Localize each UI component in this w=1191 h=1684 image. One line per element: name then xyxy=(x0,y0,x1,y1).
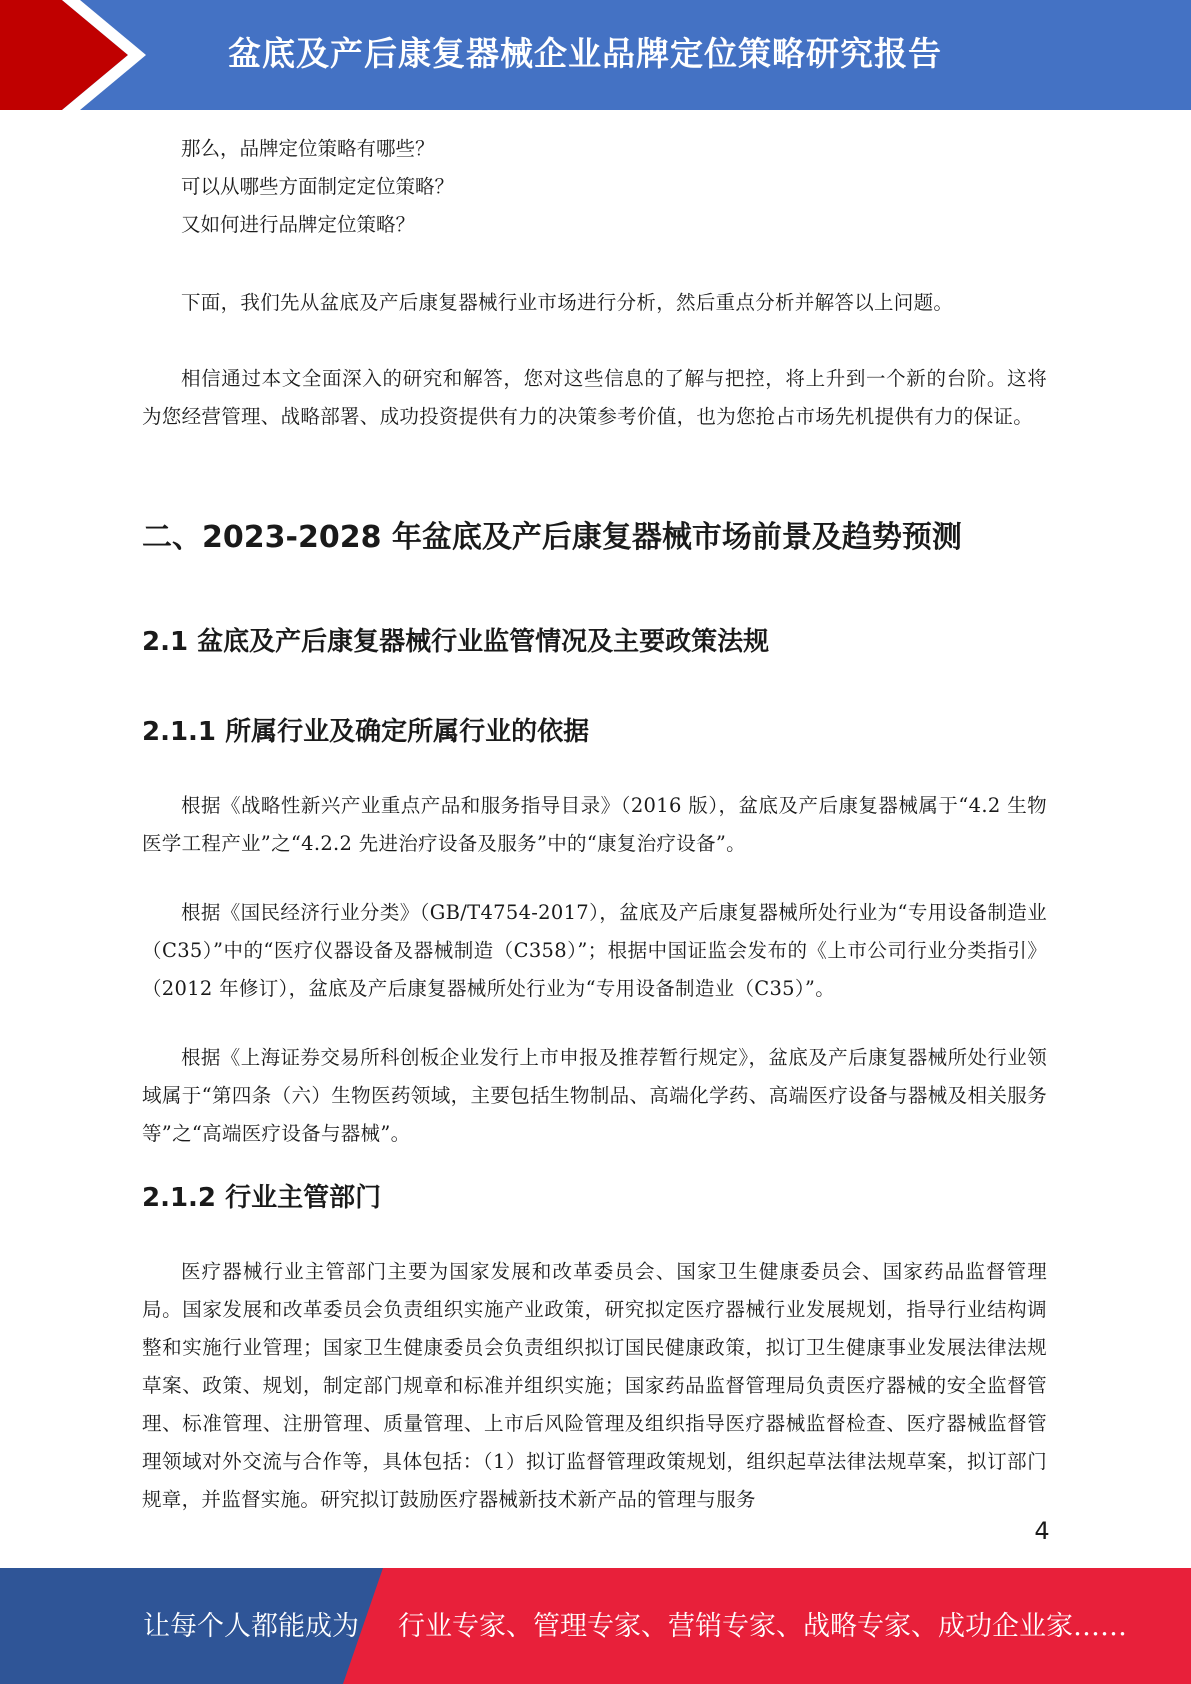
paragraph-2-1-1-c xyxy=(142,1039,1047,1153)
intro-paragraph-1 xyxy=(142,284,1047,322)
subsection-heading-2-1-2: 2.1.2 行业主管部门 xyxy=(142,1183,382,1213)
section-heading: 二、2023-2028 年盆底及产后康复器械市场前景及趋势预测 xyxy=(142,520,962,555)
question-line: 又如何进行品牌定位策略？ xyxy=(181,213,416,236)
subsection-heading-2-1: 2.1 盆底及产后康复器械行业监管情况及主要政策法规 xyxy=(142,627,770,657)
question-line: 那么，品牌定位策略有哪些？ xyxy=(181,137,435,160)
paragraph: 根据《国民经济行业分类》（GB/T4754-2017），盆底及产后康复器械所处行业为“专用设备制造业（C35）”中的“医疗仪器设备及器械制造（C358）”；根据中国证监会发布的《上市公司行业分类指引》（2012 年修订），盆底及产后康复器械所处行业为“专用设备制造业（C35）”。 xyxy=(142,901,1047,1000)
paragraph-2-1-2 xyxy=(142,1253,1047,1519)
question-line: 可以从哪些方面制定定位策略？ xyxy=(181,175,455,198)
page-number: 4 xyxy=(1034,1517,1050,1545)
paragraph: 相信通过本文全面深入的研究和解答，您对这些信息的了解与把控，将上升到一个新的台阶。这将为您经营管理、战略部署、成功投资提供有力的决策参考价值，也为您抢占市场先机提供有力的保证。 xyxy=(142,367,1047,428)
paragraph-2-1-1-b xyxy=(142,894,1047,1008)
intro-section xyxy=(142,130,1047,244)
paragraph: 下面，我们先从盆底及产后康复器械行业市场进行分析，然后重点分析并解答以上问题。 xyxy=(181,291,954,314)
paragraph: 医疗器械行业主管部门主要为国家发展和改革委员会、国家卫生健康委员会、国家药品监督管理局。国家发展和改革委员会负责组织实施产业政策，研究拟定医疗器械行业发展规划，指导行业结构调整和实施行业管理；国家卫生健康委员会负责组织拟订国民健康政策，拟订卫生健康事业发展法律法规草案、政策、规划，制定部门规章和标准并组织实施；国家药品监督管理局负责医疗器械的安全监督管理、标准管理、注册管理、质量管理、上市后风险管理及组织指导医疗器械监督检查、医疗器械监督管理领域对外交流与合作等，具体包括：（1）拟订监督管理政策规划，组织起草法律法规草案，拟订部门规章，并监督实施。研究拟订鼓励医疗器械新技术新产品的管理与服务 xyxy=(142,1260,1047,1511)
paragraph-2-1-1-a xyxy=(142,787,1047,863)
footer-banner xyxy=(0,1568,1191,1684)
footer-slogan-right: 行业专家、管理专家、营销专家、战略专家、成功企业家…… xyxy=(398,1611,1127,1642)
paragraph: 根据《战略性新兴产业重点产品和服务指导目录》（2016 版），盆底及产后康复器械属于“4.2 生物医学工程产业”之“4.2.2 先进治疗设备及服务”中的“康复治疗设备”。 xyxy=(142,794,1047,855)
intro-paragraph-2 xyxy=(142,360,1047,436)
header-banner xyxy=(0,0,1191,110)
paragraph: 根据《上海证券交易所科创板企业发行上市申报及推荐暂行规定》，盆底及产后康复器械所处行业领域属于“第四条（六）生物医药领域，主要包括生物制品、高端化学药、高端医疗设备与器械及相关服务等”之“高端医疗设备与器械”。 xyxy=(142,1046,1047,1145)
report-title: 盆底及产后康复器械企业品牌定位策略研究报告 xyxy=(228,34,942,73)
subsection-heading-2-1-1: 2.1.1 所属行业及确定所属行业的依据 xyxy=(142,717,590,747)
footer-slogan-left: 让每个人都能成为 xyxy=(143,1611,359,1642)
